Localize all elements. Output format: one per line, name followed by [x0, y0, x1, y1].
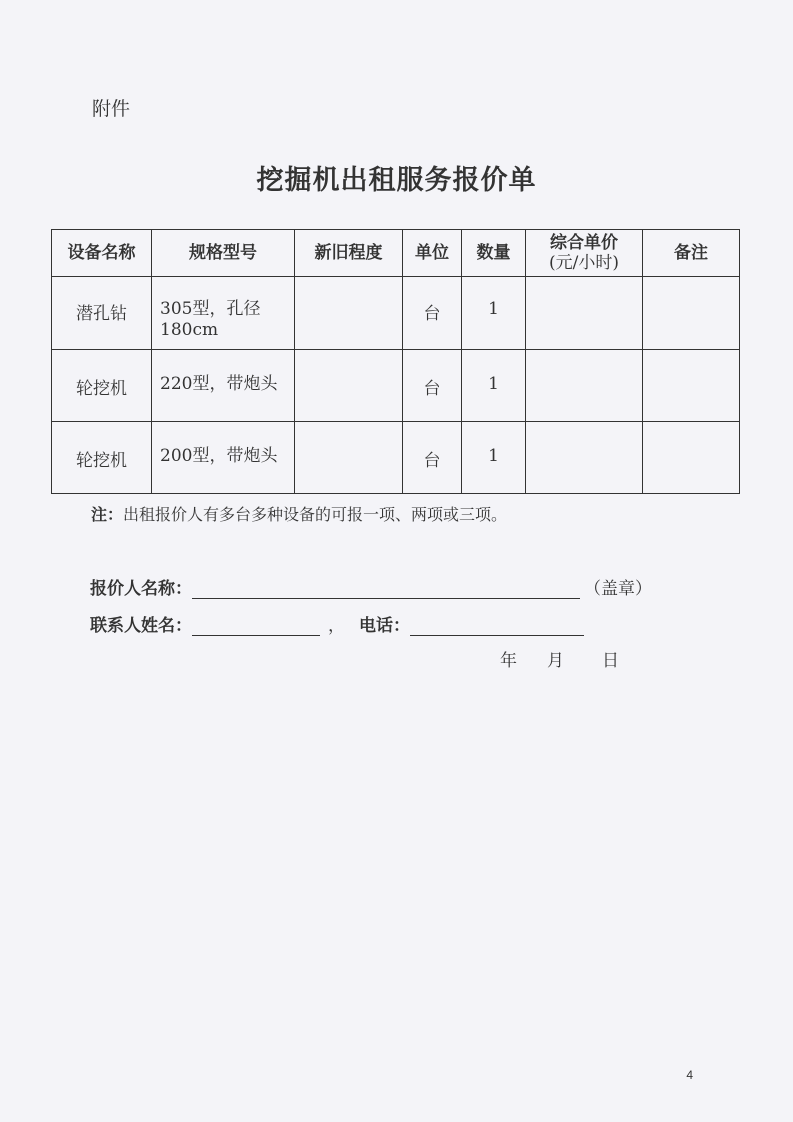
- document-title: 挖掘机出租服务报价单: [256, 165, 537, 196]
- cell-remark[interactable]: [643, 350, 740, 422]
- header-unit-price: [526, 230, 643, 277]
- bidder-line: [90, 574, 652, 599]
- cell-spec: 220型，带炮头: [152, 350, 295, 422]
- header-unit: 单位: [403, 230, 462, 277]
- contact-name-label: 联系人姓名：: [90, 616, 192, 636]
- cell-name: 轮挖机: [52, 350, 152, 422]
- cell-price[interactable]: [526, 350, 643, 422]
- separator-comma: ，: [328, 616, 345, 636]
- cell-condition[interactable]: [295, 350, 403, 422]
- note-label: 注：: [91, 505, 124, 524]
- header-quantity: 数量: [462, 230, 526, 277]
- header-unit-price-unit: (元/小时): [549, 253, 619, 273]
- contact-line: [90, 611, 584, 636]
- cell-price[interactable]: [526, 422, 643, 494]
- table-row: [52, 277, 740, 350]
- date-year: 年: [500, 651, 517, 671]
- cell-name: 潜孔钻: [52, 277, 152, 350]
- header-condition: 新旧程度: [295, 230, 403, 277]
- seal-label: （盖章）: [584, 579, 652, 599]
- cell-unit: 台: [403, 422, 462, 494]
- table-row: [52, 422, 740, 494]
- date-month: 月: [547, 651, 564, 671]
- cell-unit: 台: [403, 350, 462, 422]
- contact-name-field[interactable]: [192, 617, 320, 636]
- date-day: 日: [602, 651, 619, 671]
- phone-label: 电话：: [359, 616, 410, 636]
- table-header-row: [52, 230, 740, 277]
- cell-spec: 305型，孔径180cm: [152, 277, 295, 350]
- page-number: 4: [686, 1068, 693, 1082]
- table-note: [91, 502, 507, 525]
- note-text: 出租报价人有多台多种设备的可报一项、两项或三项。: [123, 505, 508, 524]
- cell-qty: 1: [462, 350, 526, 422]
- header-unit-price-label: 综合单价: [550, 233, 618, 253]
- header-remark: 备注: [643, 230, 740, 277]
- cell-qty: 1: [462, 422, 526, 494]
- bidder-name-label: 报价人名称：: [90, 579, 192, 599]
- cell-name: 轮挖机: [52, 422, 152, 494]
- cell-unit: 台: [403, 277, 462, 350]
- cell-price[interactable]: [526, 277, 643, 350]
- date-line: [500, 646, 619, 671]
- attachment-label: 附件: [92, 98, 131, 120]
- bidder-name-field[interactable]: [192, 580, 580, 599]
- header-spec-model: 规格型号: [152, 230, 295, 277]
- phone-field[interactable]: [410, 617, 584, 636]
- header-equipment-name: 设备名称: [52, 230, 152, 277]
- cell-spec: 200型，带炮头: [152, 422, 295, 494]
- cell-condition[interactable]: [295, 422, 403, 494]
- table-row: [52, 350, 740, 422]
- cell-qty: 1: [462, 277, 526, 350]
- quote-table: [51, 229, 740, 494]
- cell-condition[interactable]: [295, 277, 403, 350]
- cell-remark[interactable]: [643, 277, 740, 350]
- cell-remark[interactable]: [643, 422, 740, 494]
